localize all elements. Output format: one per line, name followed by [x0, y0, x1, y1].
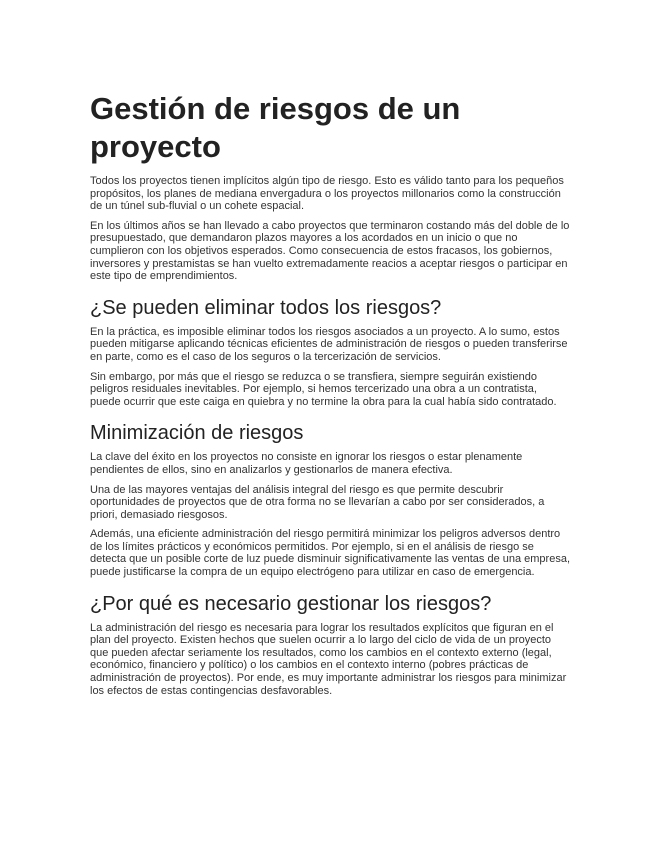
section-paragraph: La administración del riesgo es necesaria para lograr los resultados explícitos que figuran en el plan del proyecto. Existen hechos que suelen ocurrir a lo largo del ciclo de vida de un proyecto que pueden afectar seriamente los resultados, como los cambios en el contexto externo (legal, económico, financiero y político) o los cambios en el contexto interno (pobres prácticas de administración de proyectos). Por ende, es muy importante administrar los riesgos para minimizar los efectos de estas contingencias desfavorables.: [90, 621, 567, 697]
section-paragraph: Una de las mayores ventajas del análisis integral del riesgo es que permite descubrir oportunidades de proyectos que de otra forma no se llevarían a cabo por ser considerados, a priori, demasiado riesgosos.: [90, 483, 545, 521]
intro-paragraph-2: En los últimos años se han llevado a cabo proyectos que terminaron costando más del doble de lo presupuestado, que demandaron plazos mayores a los acordados en un inicio o que no cumplieron con los objetivos esperados. Como consecuencia de estos fracasos, los gobiernos, inversores y prestamistas se han vuelto extremadamente reacios a aceptar riesgos o participar en este tipo de emprendimientos.: [90, 219, 570, 283]
section-heading: ¿Se pueden eliminar todos los riesgos?: [90, 296, 442, 319]
section-paragraph: Sin embargo, por más que el riesgo se reduzca o se transfiera, siempre seguirán existiendo peligros residuales inevitables. Por ejemplo, si hemos tercerizado una obra a un contratista, puede ocurrir que este caiga en quiebra y no termine la obra para la cual había sido contratado.: [90, 370, 557, 408]
section-heading: Minimización de riesgos: [90, 422, 304, 445]
section-por-que-gestionar: [90, 592, 570, 698]
section-eliminar-riesgos: [90, 296, 570, 409]
section-heading: ¿Por qué es necesario gestionar los riesgos?: [90, 592, 492, 615]
document-page: [90, 90, 570, 704]
intro-paragraph-1: Todos los proyectos tienen implícitos algún tipo de riesgo. Esto es válido tanto para los pequeños propósitos, los planes de mediana envergadura o los proyectos millonarios como la construcción de un túnel sub-fluvial o un cohete espacial.: [90, 175, 564, 213]
page-title: Gestión de riesgos de un proyecto: [90, 91, 461, 164]
section-minimizacion: [90, 421, 570, 578]
section-paragraph: Además, una eficiente administración del riesgo permitirá minimizar los peligros adversos dentro de los límites prácticos y económicos permitidos. Por ejemplo, si en el análisis de riesgo se detecta que un posible corte de luz puede disminuir significativamente las ventas de una empresa, puede justificarse la compra de un equipo electrógeno para utilizar en caso de emergencia.: [90, 528, 571, 579]
section-paragraph: La clave del éxito en los proyectos no consiste en ignorar los riesgos o estar plenamente pendientes de ellos, sino en analizarlos y gestionarlos de manera efectiva.: [90, 451, 523, 476]
section-paragraph: En la práctica, es imposible eliminar todos los riesgos asociados a un proyecto. A lo sumo, estos pueden mitigarse aplicando técnicas eficientes de administración de riesgos o pueden transferirse en parte, como es el caso de los seguros o la tercerización de servicios.: [90, 325, 568, 363]
